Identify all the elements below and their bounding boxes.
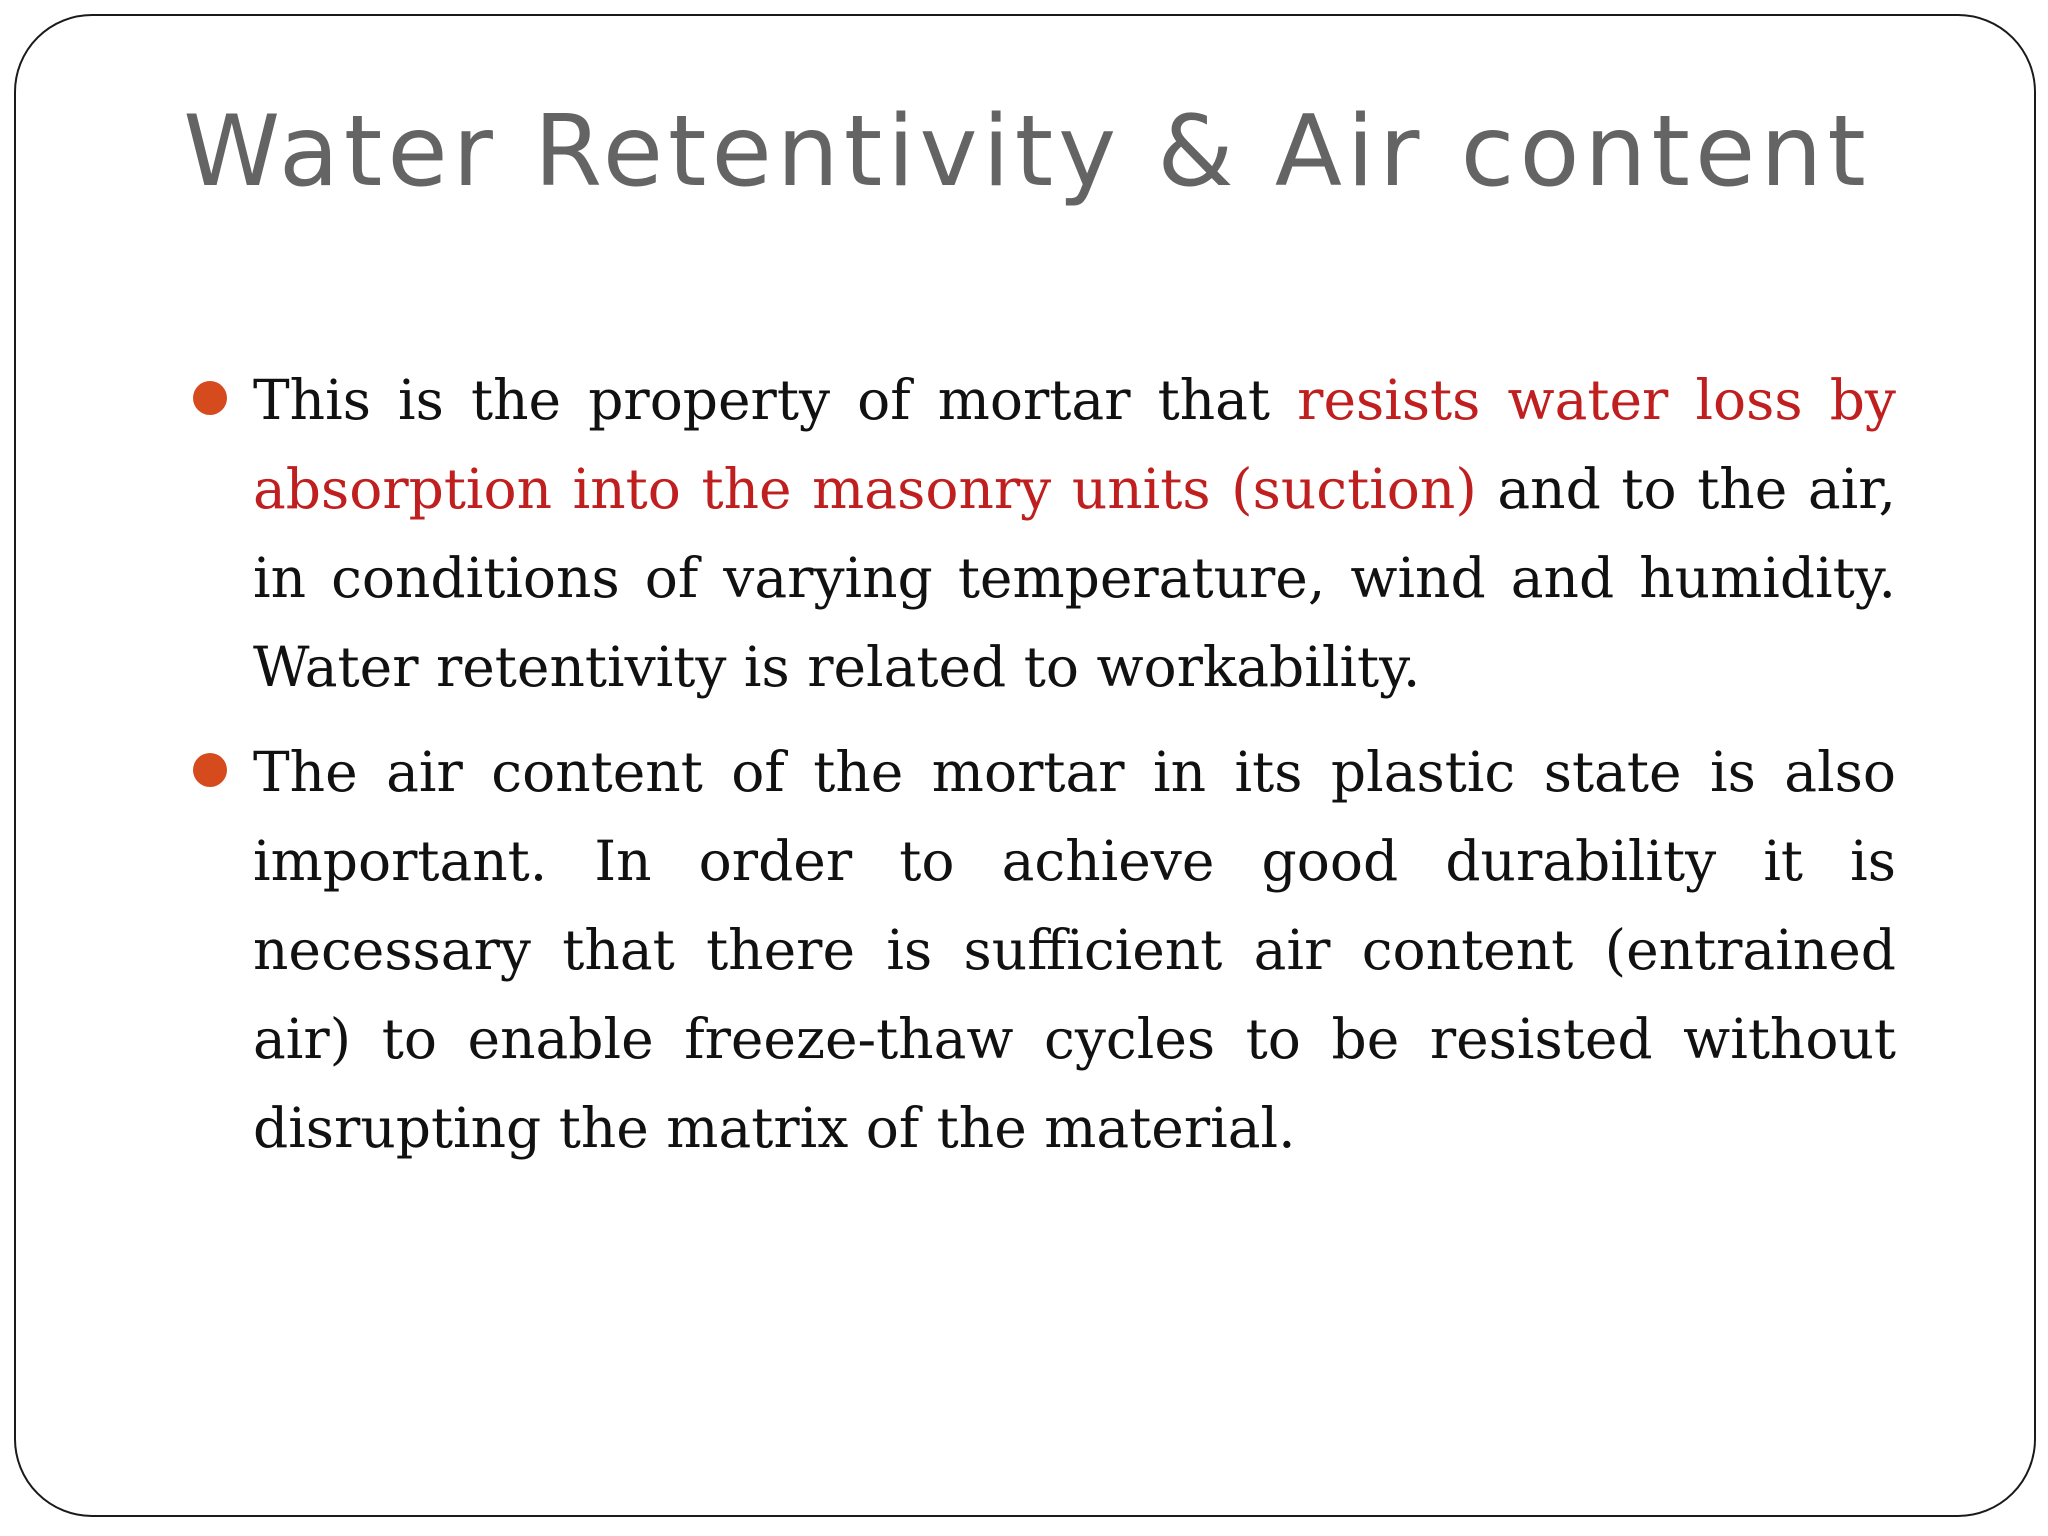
slide-frame <box>14 14 2036 1517</box>
bullet-dot-icon <box>193 381 227 415</box>
bullet-list <box>176 356 1896 1189</box>
bullet-item-water-retentivity <box>176 356 1896 712</box>
highlighted-text: resists water loss by absorption into the masonry units (suction) <box>253 368 1897 521</box>
bullet-text-segment: and to the air, in conditions of varying temperature, wind and humidity. Water retentivity is related to workability. <box>253 457 1896 699</box>
bullet-text-segment: The air content of the mortar in its plastic state is also important. In order to achieve good durability it is necessary that there is sufficient air content (entrained air) to enable freeze-thaw cycles to be resisted without disrupting the matrix of the material. <box>253 740 1896 1160</box>
bullet-text-segment: This is the property of mortar that <box>253 368 1298 432</box>
bullet-item-air-content <box>176 728 1896 1173</box>
bullet-dot-icon <box>193 753 227 787</box>
slide-title: Water Retentivity & Air content <box>183 95 1871 209</box>
bullet-text <box>253 368 1896 699</box>
bullet-text <box>253 740 1896 1160</box>
